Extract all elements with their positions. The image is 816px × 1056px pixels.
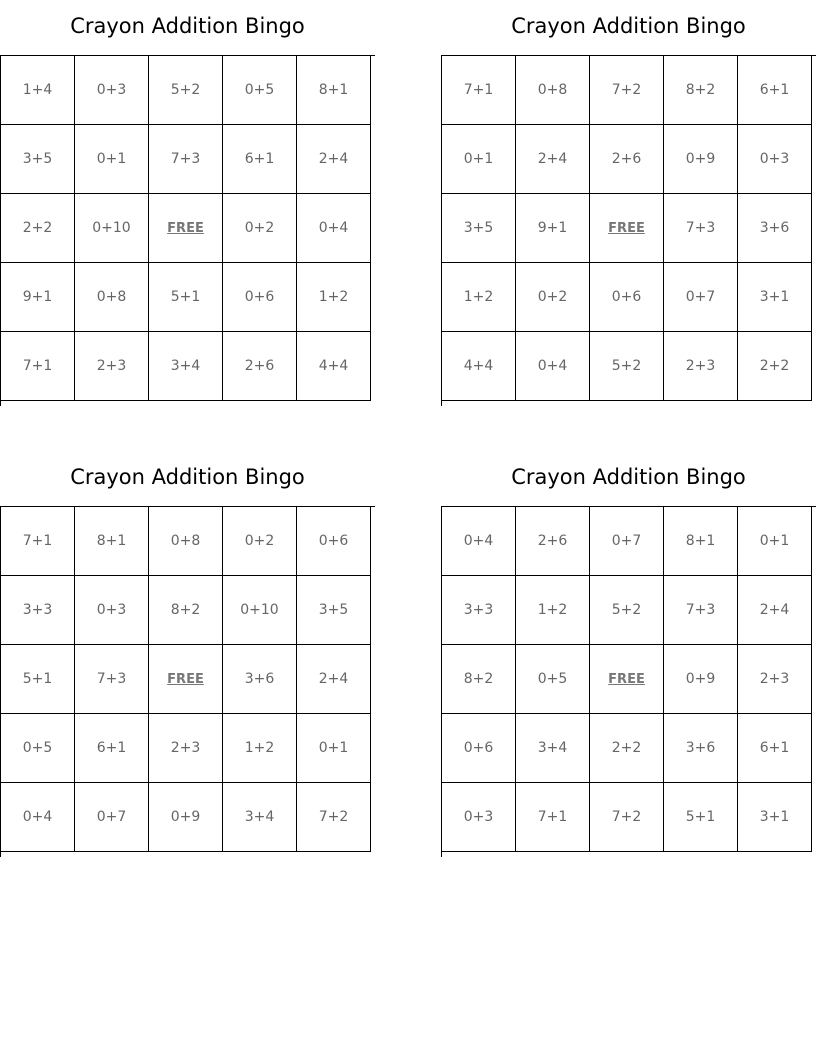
- bingo-cell: 8+2: [442, 645, 516, 714]
- bingo-cell: 5+2: [149, 56, 223, 125]
- bingo-cell: 0+10: [223, 576, 297, 645]
- bingo-cell: 5+1: [149, 263, 223, 332]
- bingo-cell: 7+3: [149, 125, 223, 194]
- bingo-cell: 0+7: [75, 783, 149, 852]
- bingo-cell: 8+2: [664, 56, 738, 125]
- bingo-cell: 2+3: [738, 645, 812, 714]
- bingo-cell: 0+4: [1, 783, 75, 852]
- bingo-cell: 7+1: [1, 507, 75, 576]
- bingo-cell: 0+7: [590, 507, 664, 576]
- bingo-cell: 0+5: [1, 714, 75, 783]
- bingo-cell: 3+3: [442, 576, 516, 645]
- card-title: Crayon Addition Bingo: [70, 14, 305, 38]
- bingo-cell: 3+3: [1, 576, 75, 645]
- bingo-cell: 3+6: [738, 194, 812, 263]
- bingo-cell: 3+4: [516, 714, 590, 783]
- bingo-cell: 2+3: [149, 714, 223, 783]
- bingo-cell: 0+4: [297, 194, 371, 263]
- bingo-cell: 0+3: [738, 125, 812, 194]
- bingo-cell: 9+1: [516, 194, 590, 263]
- bingo-cell: 3+4: [149, 332, 223, 401]
- bingo-cell: 1+2: [223, 714, 297, 783]
- bingo-cell: 4+4: [297, 332, 371, 401]
- free-space-cell: FREE: [590, 194, 664, 263]
- bingo-cell: 7+2: [590, 56, 664, 125]
- bingo-cell: 2+4: [297, 645, 371, 714]
- bingo-cell: 5+1: [1, 645, 75, 714]
- bingo-cell: 2+2: [738, 332, 812, 401]
- bingo-cell: 0+9: [664, 125, 738, 194]
- bingo-cell: 7+3: [75, 645, 149, 714]
- bingo-cell: 2+6: [223, 332, 297, 401]
- bingo-cell: 0+3: [442, 783, 516, 852]
- bingo-cell: 2+6: [590, 125, 664, 194]
- bingo-cell: 5+2: [590, 332, 664, 401]
- card-title: Crayon Addition Bingo: [511, 14, 746, 38]
- bingo-cell: 6+1: [738, 714, 812, 783]
- bingo-cell: 8+1: [664, 507, 738, 576]
- bingo-grid: [0, 55, 375, 406]
- free-space-cell: FREE: [149, 194, 223, 263]
- bingo-cell: 0+1: [75, 125, 149, 194]
- bingo-cell: 1+4: [1, 56, 75, 125]
- bingo-cell: 0+10: [75, 194, 149, 263]
- card-title: Crayon Addition Bingo: [70, 465, 305, 489]
- bingo-cell: 1+2: [442, 263, 516, 332]
- bingo-cell: 9+1: [1, 263, 75, 332]
- bingo-cell: 2+4: [297, 125, 371, 194]
- bingo-cell: 2+4: [516, 125, 590, 194]
- bingo-cell: 0+7: [664, 263, 738, 332]
- bingo-cell: 7+3: [664, 194, 738, 263]
- bingo-cell: 0+9: [149, 783, 223, 852]
- bingo-grid: [0, 506, 375, 857]
- bingo-cell: 3+4: [223, 783, 297, 852]
- bingo-cell: 3+1: [738, 783, 812, 852]
- free-space-cell: FREE: [149, 645, 223, 714]
- bingo-cell: 7+1: [516, 783, 590, 852]
- bingo-cell: 3+5: [442, 194, 516, 263]
- bingo-cell: 7+1: [442, 56, 516, 125]
- bingo-cell: 2+4: [738, 576, 812, 645]
- bingo-cell: 0+2: [223, 507, 297, 576]
- bingo-cell: 6+1: [223, 125, 297, 194]
- bingo-cell: 6+1: [738, 56, 812, 125]
- bingo-cell: 0+3: [75, 56, 149, 125]
- bingo-cell: 3+5: [297, 576, 371, 645]
- bingo-cell: 3+1: [738, 263, 812, 332]
- bingo-cell: 0+2: [223, 194, 297, 263]
- bingo-cell: 0+6: [590, 263, 664, 332]
- bingo-cell: 0+6: [223, 263, 297, 332]
- bingo-cell: 3+6: [223, 645, 297, 714]
- bingo-cell: 2+2: [590, 714, 664, 783]
- bingo-cell: 3+6: [664, 714, 738, 783]
- bingo-cell: 0+6: [297, 507, 371, 576]
- free-space-cell: FREE: [590, 645, 664, 714]
- bingo-cell: 0+4: [516, 332, 590, 401]
- bingo-cell: 3+5: [1, 125, 75, 194]
- bingo-cell: 1+2: [516, 576, 590, 645]
- bingo-cell: 8+1: [75, 507, 149, 576]
- bingo-cell: 0+4: [442, 507, 516, 576]
- bingo-cell: 2+3: [664, 332, 738, 401]
- bingo-cell: 7+2: [590, 783, 664, 852]
- bingo-cell: 4+4: [442, 332, 516, 401]
- bingo-grid: [441, 506, 816, 857]
- bingo-cell: 0+8: [75, 263, 149, 332]
- bingo-cell: 5+1: [664, 783, 738, 852]
- bingo-cell: 0+1: [442, 125, 516, 194]
- bingo-cell: 0+8: [149, 507, 223, 576]
- bingo-cell: 2+3: [75, 332, 149, 401]
- bingo-cell: 8+1: [297, 56, 371, 125]
- bingo-cell: 0+1: [297, 714, 371, 783]
- bingo-cell: 0+6: [442, 714, 516, 783]
- bingo-cell: 2+6: [516, 507, 590, 576]
- bingo-cell: 1+2: [297, 263, 371, 332]
- bingo-cell: 2+2: [1, 194, 75, 263]
- bingo-cell: 6+1: [75, 714, 149, 783]
- bingo-cell: 0+5: [223, 56, 297, 125]
- bingo-cell: 7+2: [297, 783, 371, 852]
- bingo-cell: 0+1: [738, 507, 812, 576]
- bingo-cell: 7+3: [664, 576, 738, 645]
- bingo-cell: 0+3: [75, 576, 149, 645]
- bingo-grid: [441, 55, 816, 406]
- bingo-cell: 0+5: [516, 645, 590, 714]
- bingo-cell: 0+2: [516, 263, 590, 332]
- bingo-cell: 8+2: [149, 576, 223, 645]
- bingo-cell: 0+9: [664, 645, 738, 714]
- bingo-cell: 5+2: [590, 576, 664, 645]
- card-title: Crayon Addition Bingo: [511, 465, 746, 489]
- bingo-cell: 0+8: [516, 56, 590, 125]
- bingo-cell: 7+1: [1, 332, 75, 401]
